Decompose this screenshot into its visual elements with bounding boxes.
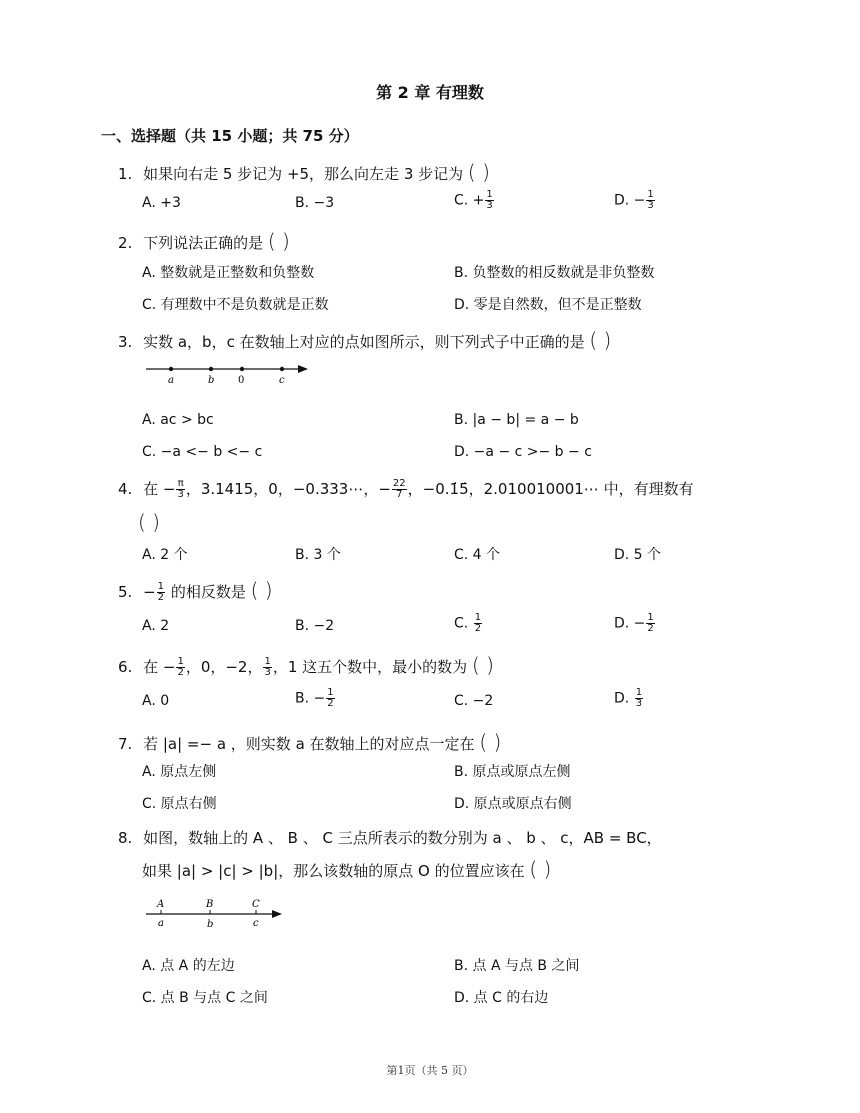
option-a: A. 点 A 的左边 bbox=[142, 958, 235, 974]
option-c: C. 有理数中不是负数就是正数 bbox=[142, 297, 329, 313]
axis-label-lower: a bbox=[158, 918, 164, 929]
page-title: 第 2 章 有理数 bbox=[376, 83, 484, 102]
option-d: D. 零是自然数，但不是正整数 bbox=[454, 297, 642, 313]
option-b: B. −3 bbox=[295, 195, 335, 211]
axis-label-upper: C bbox=[252, 899, 260, 910]
fraction: $\frac{1}{2}$ bbox=[327, 687, 334, 709]
option-d: D. − $\frac{1}{2}$ bbox=[614, 612, 654, 634]
section-heading: 一、选择题（共 15 小题；共 75 分） bbox=[101, 127, 359, 145]
axis-label-upper: B bbox=[206, 899, 214, 910]
option-a: A. +3 bbox=[142, 195, 181, 211]
question-text: 若 |a| =− a ，则实数 a 在数轴上的对应点一定在 bbox=[143, 735, 475, 753]
option-c: C. 点 B 与点 C 之间 bbox=[142, 990, 268, 1006]
axis-label: b bbox=[208, 375, 215, 386]
point-b bbox=[209, 367, 213, 371]
option-a: A. 原点左侧 bbox=[142, 764, 217, 780]
answer-blank: ( ) bbox=[529, 857, 552, 881]
option-a: A. 0 bbox=[142, 693, 170, 709]
question-5: 5. − $\frac{1}{2}$ 的相反数是 ( ) bbox=[118, 578, 273, 603]
axis-label-upper: A bbox=[157, 899, 165, 910]
option-c: C. 原点右侧 bbox=[142, 796, 217, 812]
question-number: 8. bbox=[118, 829, 133, 847]
answer-blank: ( ) bbox=[250, 578, 273, 602]
fraction: $\frac{1}{3}$ bbox=[647, 189, 654, 211]
fraction: $\frac{1}{2}$ bbox=[177, 656, 184, 678]
point-c bbox=[280, 367, 284, 371]
question-text: 如图，数轴上的 A 、 B 、 C 三点所表示的数分别为 a 、 b 、 c，AB = BC， bbox=[143, 829, 662, 847]
page-footer: 第1页（共 5 页） bbox=[386, 1064, 474, 1077]
axis-label: 0 bbox=[238, 375, 245, 386]
fraction: $\frac{1}{3}$ bbox=[635, 687, 643, 709]
question-number: 3. bbox=[118, 333, 133, 351]
question-number: 7. bbox=[118, 735, 133, 753]
fraction: $\frac{22}{7}$ bbox=[392, 478, 406, 500]
axis-arrow bbox=[298, 365, 308, 373]
option-a: A. ac > bc bbox=[142, 412, 214, 428]
option-c: C. $\frac{1}{2}$ bbox=[454, 612, 482, 634]
option-b: B. 负整数的相反数就是非负整数 bbox=[454, 265, 655, 281]
option-b: B. |a − b| = a − b bbox=[454, 412, 579, 428]
answer-blank: ( ) bbox=[267, 229, 290, 253]
option-d: D. 5 个 bbox=[614, 547, 662, 563]
question-8 bbox=[118, 827, 662, 848]
question-number: 1. bbox=[118, 165, 133, 183]
point-zero bbox=[240, 367, 244, 371]
axis-label: c bbox=[279, 375, 285, 386]
answer-blank: ( ) bbox=[471, 653, 494, 677]
option-a: A. 整数就是正整数和负整数 bbox=[142, 265, 315, 281]
option-b: B. − $\frac{1}{2}$ bbox=[295, 687, 334, 709]
question-number: 5. bbox=[118, 583, 133, 601]
question-number: 6. bbox=[118, 658, 133, 676]
question-text: 如果 |a| > |c| > |b|，那么该数轴的原点 O 的位置应该在 bbox=[142, 862, 525, 880]
option-d: D. − $\frac{1}{3}$ bbox=[614, 189, 654, 211]
number-line-figure bbox=[142, 358, 312, 388]
option-a: A. 2 bbox=[142, 618, 170, 634]
fraction: $\frac{1}{2}$ bbox=[647, 612, 654, 634]
answer-blank: ( ) bbox=[589, 328, 612, 352]
fraction: $\frac{1}{3}$ bbox=[264, 656, 271, 678]
axis-label-lower: c bbox=[253, 918, 259, 929]
option-a: A. 2 个 bbox=[142, 547, 188, 563]
question-number: 4. bbox=[118, 480, 133, 498]
axis-label-lower: b bbox=[207, 919, 214, 930]
answer-blank: ( ) bbox=[138, 510, 160, 534]
fraction: $\frac{1}{3}$ bbox=[486, 189, 493, 211]
point-a bbox=[169, 367, 173, 371]
option-d: D. 点 C 的右边 bbox=[454, 990, 549, 1006]
answer-blank: ( ) bbox=[467, 160, 490, 184]
axis-label: a bbox=[168, 375, 174, 386]
option-b: B. 3 个 bbox=[295, 547, 341, 563]
option-c: C. −a <− b <− c bbox=[142, 444, 263, 460]
fraction: $\frac{1}{2}$ bbox=[474, 612, 482, 634]
question-4: 4. 在 − $\frac{\pi}{3}$ ，3.1415，0，−0.333⋯，− $\frac{22}{7}$ ，−0.1̇5̇，2.010010001⋯ 中，有理数有 bbox=[118, 478, 694, 500]
option-c: C. + $\frac{1}{3}$ bbox=[454, 189, 493, 211]
question-3 bbox=[118, 328, 611, 352]
option-b: B. −2 bbox=[295, 618, 335, 634]
fraction: $\frac{\pi}{3}$ bbox=[177, 478, 184, 500]
question-number: 2. bbox=[118, 234, 133, 252]
option-d: D. −a − c >− b − c bbox=[454, 444, 592, 460]
option-b: B. 原点或原点左侧 bbox=[454, 764, 571, 780]
question-2 bbox=[118, 229, 290, 253]
option-c: C. 4 个 bbox=[454, 547, 501, 563]
option-d: D. 原点或原点右侧 bbox=[454, 796, 572, 812]
option-d: D. $\frac{1}{3}$ bbox=[614, 687, 643, 709]
fraction: $\frac{1}{2}$ bbox=[157, 581, 165, 603]
option-c: C. −2 bbox=[454, 693, 494, 709]
question-1 bbox=[118, 160, 490, 184]
axis-arrow bbox=[272, 910, 282, 918]
question-7 bbox=[118, 730, 501, 754]
question-text: 实数 a，b，c 在数轴上对应的点如图所示，则下列式子中正确的是 bbox=[143, 333, 585, 351]
question-6: 6. 在 − $\frac{1}{2}$ ，0，−2， $\frac{1}{3}$ ，1 这五个数中，最小的数为 ( ) bbox=[118, 653, 494, 678]
answer-blank: ( ) bbox=[479, 730, 502, 754]
option-b: B. 点 A 与点 B 之间 bbox=[454, 958, 580, 974]
question-text: 的相反数是 bbox=[170, 583, 246, 601]
question-text: 如果向右走 5 步记为 +5，那么向左走 3 步记为 bbox=[143, 165, 464, 183]
number-line-figure bbox=[142, 895, 292, 931]
question-text: 下列说法正确的是 bbox=[143, 234, 264, 252]
